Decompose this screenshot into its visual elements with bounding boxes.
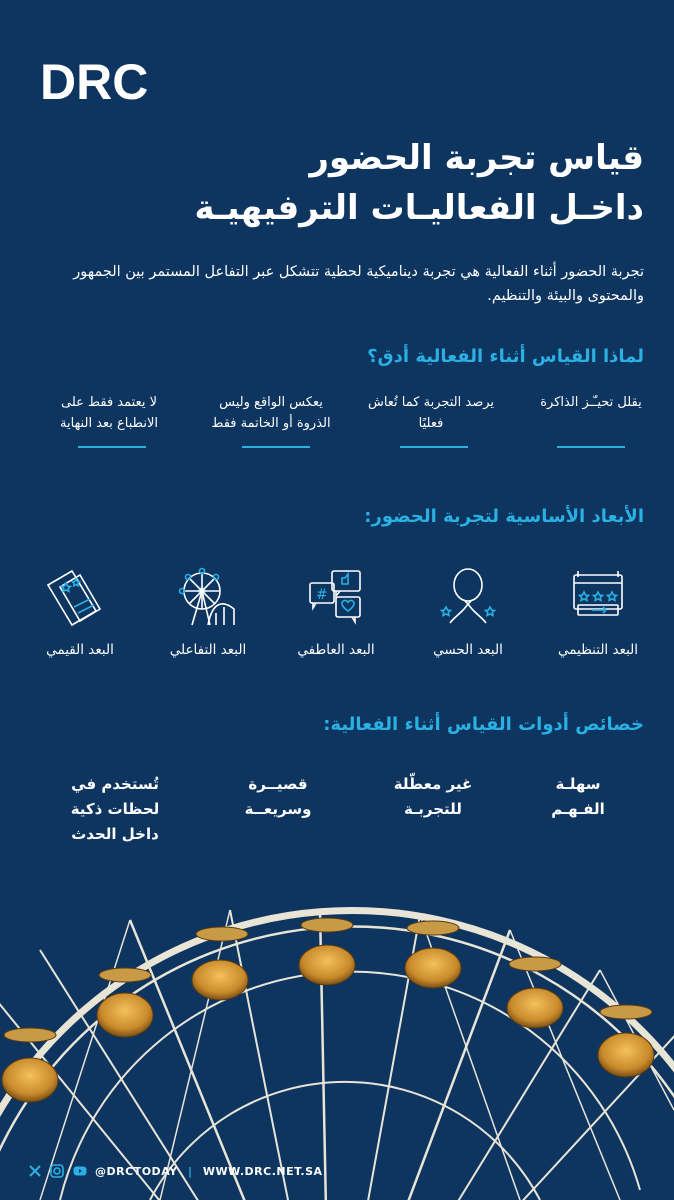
- dimension-label: البعد التفاعلي: [169, 642, 247, 658]
- instagram-icon[interactable]: [50, 1164, 64, 1178]
- why-item: [44, 392, 174, 434]
- youtube-icon[interactable]: [73, 1164, 87, 1178]
- drc-logo: [40, 55, 190, 107]
- ferris-wheel-photo: [0, 890, 674, 1200]
- why-item-underline: [242, 446, 310, 448]
- why-item: [526, 392, 656, 413]
- tool-feature: غير معطّلة للتجربـة: [393, 775, 473, 818]
- chat-bubbles-icon: [300, 563, 372, 635]
- why-item: [206, 392, 336, 434]
- tool-feature: تُستخدم في لحظات ذكية داخل الحدث: [70, 775, 160, 843]
- tool-feature: سهلـة الفـهـم: [551, 775, 605, 818]
- logo-text: DRC: [40, 55, 149, 107]
- page-title-line1: قياس تجربة الحضور: [309, 138, 644, 178]
- why-item-underline: [557, 446, 625, 448]
- tools-section-title: خصائص أدوات القياس أثناء الفعالية:: [323, 714, 644, 735]
- why-item-label: يرصد التجربة كما تُعاش فعليًا: [367, 395, 495, 431]
- footer: [28, 1164, 323, 1178]
- intro-paragraph: تجربة الحضور أثناء الفعالية هي تجربة ديناميكية لحظية تتشكل عبر التفاعل المستمر بين الجمهور والمحتوى والبيئة والتنظيم.: [73, 264, 644, 304]
- ferris-wheel-icon: [172, 563, 244, 635]
- why-item-underline: [400, 446, 468, 448]
- footer-handle[interactable]: @DRCTODAY: [95, 1164, 178, 1178]
- why-item-underline: [78, 446, 146, 448]
- dimension-label: البعد الحسي: [433, 642, 503, 658]
- tool-feature: قصيــرة وسريعــة: [244, 775, 312, 818]
- why-item-label: لا يعتمد فقط على الانطباع بعد النهاية: [60, 395, 158, 431]
- why-item: [366, 392, 496, 434]
- why-section-title: لماذا القياس أثناء الفعالية أدق؟: [367, 346, 644, 367]
- ticket-stars-icon: [562, 563, 634, 635]
- x-twitter-icon[interactable]: [28, 1164, 42, 1178]
- dimension-label: البعد القيمي: [46, 642, 114, 658]
- why-item-label: يعكس الواقع وليس الذروة أو الخاتمة فقط: [211, 395, 331, 431]
- svg-text:#: #: [316, 587, 328, 603]
- page-title-line2: داخـل الفعاليـات الترفيهيـة: [194, 188, 644, 228]
- footer-website[interactable]: WWW.DRC.NET.SA: [202, 1164, 323, 1178]
- why-item-label: يقلل تحيـّـز الذاكرة: [540, 395, 642, 410]
- dimension-label: البعد العاطفي: [297, 642, 375, 658]
- dimension-label: البعد التنظيمي: [557, 642, 639, 658]
- footer-separator: |: [187, 1164, 193, 1178]
- tickets-icon: [40, 563, 112, 635]
- dimensions-section-title: الأبعاد الأساسية لتجربة الحضور:: [364, 506, 644, 527]
- balloon-icon: [432, 563, 504, 635]
